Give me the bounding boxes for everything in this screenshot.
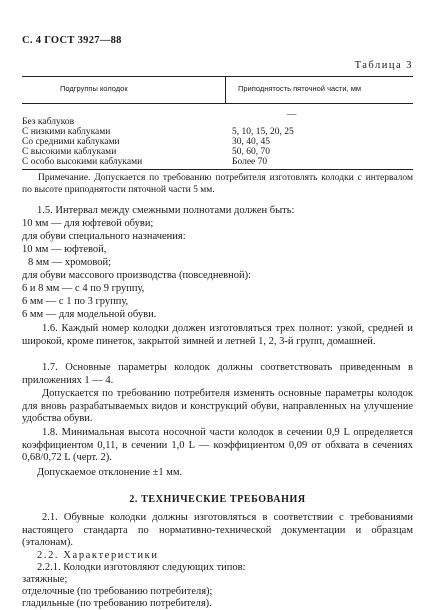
table-label: Таблица 3 xyxy=(354,60,413,71)
table-column-divider xyxy=(225,76,226,103)
list-line: 8 мм — хромовой; xyxy=(28,257,112,268)
list-line: 6 и 8 мм — с 4 по 9 группу, xyxy=(22,283,145,294)
section-title: 2. ТЕХНИЧЕСКИЕ ТРЕБОВАНИЯ xyxy=(129,494,306,505)
table-col1-header: Подгруппы колодок xyxy=(60,84,128,93)
list-line: гладильные (по требованию потребителя). xyxy=(22,598,212,609)
table-cell-value: 5, 10, 15, 20, 25 xyxy=(232,127,294,137)
table-cell-subgroup: С особо высокими каблуками xyxy=(22,157,143,167)
table-cell-dash: — xyxy=(287,110,297,120)
paragraph-1-5: 1.5. Интервал между смежными полнотами должен быть: xyxy=(37,205,295,216)
table-cell-subgroup: Без каблуков xyxy=(22,117,75,127)
list-line: для обуви массового производства (повседневной): xyxy=(22,270,252,281)
paragraph-tolerance: Допускаемое отклонение ±1 мм. xyxy=(37,467,183,478)
list-line: 10 мм — для юфтевой обуви; xyxy=(22,218,154,229)
table-note: Примечание. Допускается по требованию потребителя изготовлять колодки с интервалом по высоте приподнятости пяточной части 5 мм. xyxy=(22,173,413,195)
paragraph-2-1: 2.1. Обувные колодки должны изготовляться в соответствии с требованиями настоящего стандарта по нормативно-технической документации и образцам (эталонам). xyxy=(22,512,413,549)
list-line: 6 мм — для модельной обуви. xyxy=(22,309,157,320)
list-line: 6 мм — с 1 по 3 группу, xyxy=(22,296,129,307)
table-cell-subgroup: С низкими каблуками xyxy=(22,127,111,137)
page-header: С. 4 ГОСТ 3927—88 xyxy=(22,35,122,46)
paragraph-2-2: 2.2. Характеристики xyxy=(37,550,159,561)
table-cell-subgroup: С высокими каблуками xyxy=(22,147,117,157)
list-line: для обуви специального назначения: xyxy=(22,231,186,242)
paragraph-2-2-1: 2.2.1. Колодки изготовляют следующих типов: xyxy=(37,562,246,573)
table-bottom-rule xyxy=(22,169,413,170)
table-cell-value: 50, 60, 70 xyxy=(232,147,270,157)
paragraph-1-7-continued: Допускается по требованию потребителя изменять основные параметры колодок для вновь разрабатываемых видов и конструкций обуви, направленных на улучшение удобства обуви. xyxy=(22,388,413,425)
table-col2-header: Приподнятость пяточной части, мм xyxy=(238,84,362,93)
table-cell-value: Более 70 xyxy=(232,157,268,167)
table-top-rule xyxy=(22,76,413,77)
list-line: отделочные (по требованию потребителя); xyxy=(22,586,213,597)
list-line: 10 мм — юфтевой, xyxy=(22,244,107,255)
paragraph-1-6: 1.6. Каждый номер колодки должен изготовляться трех полнот: узкой, средней и широкой, кроме пинеток, закрытой зимней и летней 1, 2, 3-й групп, домашней. xyxy=(22,323,413,347)
table-cell-subgroup: Со средними каблуками xyxy=(22,137,120,147)
list-line: затяжные; xyxy=(22,574,68,585)
paragraph-1-7: 1.7. Основные параметры колодок должны соответствовать приведенным в приложениях 1 — 4. xyxy=(22,362,413,386)
paragraph-1-8: 1.8. Минимальная высота носочной части колодок в сечении 0,9 L определяется коэффициентом 0,11, в сечении 1,0 L — коэффициентом 0,09 от обхвата в сечениях 0,68/0,72 L (черт. 2). xyxy=(22,427,413,464)
table-cell-value: 30, 40, 45 xyxy=(232,137,270,147)
table-header-rule xyxy=(22,103,413,104)
